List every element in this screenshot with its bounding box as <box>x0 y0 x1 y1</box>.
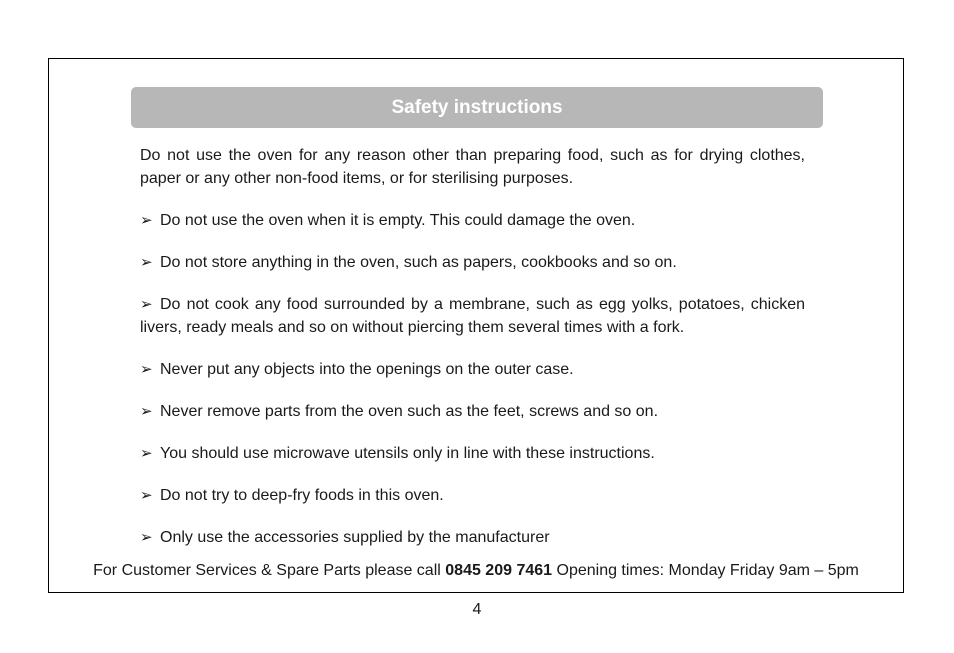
intro-paragraph: Do not use the oven for any reason other than preparing food, such as for drying clothes, paper or any other non-food items, or for sterilising purposes. <box>140 147 805 187</box>
list-item <box>140 400 805 423</box>
list-item <box>140 358 805 381</box>
list-item-text: Do not use the oven when it is empty. This could damage the oven. <box>160 212 636 229</box>
section-title-bar <box>131 87 823 128</box>
list-item-text: Do not try to deep-fry foods in this oven. <box>160 487 444 504</box>
section-title: Safety instructions <box>391 96 563 118</box>
list-item <box>140 251 805 274</box>
list-item <box>140 484 805 507</box>
list-item-text: Never put any objects into the openings on the outer case. <box>160 361 574 378</box>
arrow-bullet-icon: ➢ <box>140 528 153 546</box>
list-item-text: Only use the accessories supplied by the manufacturer <box>160 529 550 546</box>
list-item-text: You should use microwave utensils only in line with these instructions. <box>160 445 655 462</box>
arrow-bullet-icon: ➢ <box>140 444 153 462</box>
footer-opening-times: Opening times: Monday Friday 9am – 5pm <box>552 562 859 579</box>
list-item <box>140 526 805 549</box>
arrow-bullet-icon: ➢ <box>140 360 153 378</box>
arrow-bullet-icon: ➢ <box>140 295 153 313</box>
arrow-bullet-icon: ➢ <box>140 486 153 504</box>
footer-prefix: For Customer Services & Spare Parts please call <box>93 562 446 579</box>
arrow-bullet-icon: ➢ <box>140 253 153 271</box>
list-item-text: Do not store anything in the oven, such as papers, cookbooks and so on. <box>160 254 677 271</box>
list-item <box>140 293 805 339</box>
list-item-text: Do not cook any food surrounded by a membrane, such as egg yolks, potatoes, chicken livers, ready meals and so on without piercing them several times with a fork. <box>140 296 805 336</box>
instructions-content <box>140 144 805 549</box>
list-item <box>140 442 805 465</box>
customer-services-footer <box>48 562 904 580</box>
page-number: 4 <box>472 601 482 618</box>
phone-number: 0845 209 7461 <box>445 562 553 579</box>
list-item <box>140 209 805 232</box>
list-item-text: Never remove parts from the oven such as the feet, screws and so on. <box>160 403 659 420</box>
arrow-bullet-icon: ➢ <box>140 402 153 420</box>
arrow-bullet-icon: ➢ <box>140 211 153 229</box>
